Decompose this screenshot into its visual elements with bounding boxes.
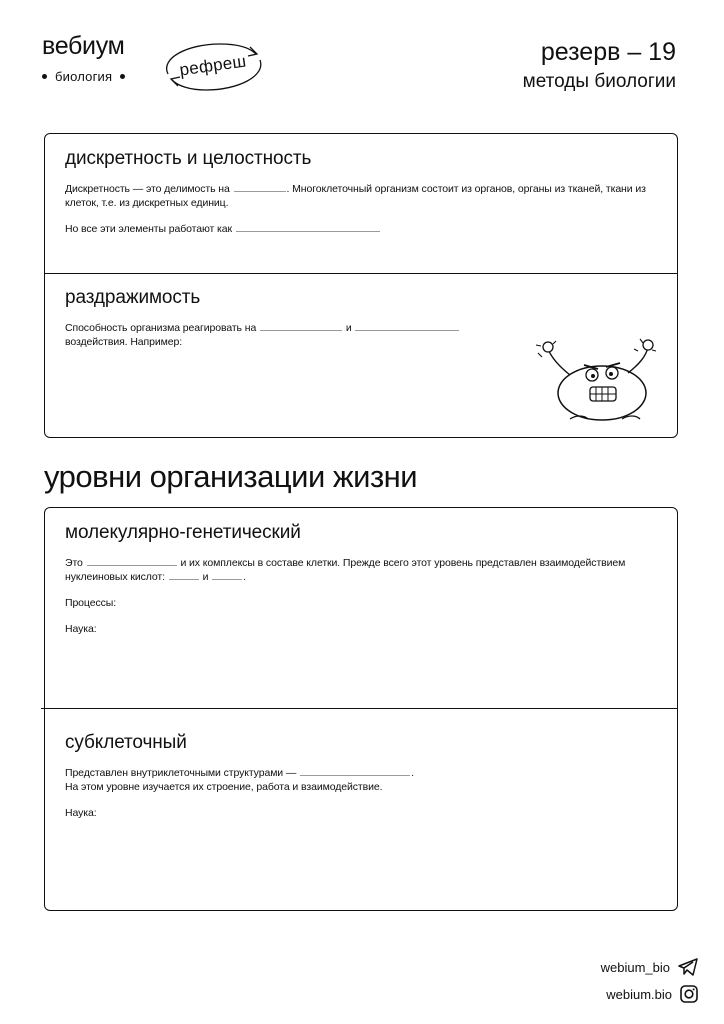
section-divider	[41, 708, 677, 709]
fill-blank[interactable]	[87, 556, 177, 566]
text-fragment: На этом уровне изучается их строение, работа и взаимодействие.	[65, 781, 383, 793]
text-fragment: и	[345, 322, 352, 334]
badge-label: рефреш	[178, 51, 248, 80]
section-molecular	[65, 522, 657, 636]
telegram-icon	[678, 958, 698, 976]
section-title: дискретность и целостность	[65, 148, 312, 169]
telegram-handle[interactable]: webium_bio	[600, 959, 670, 975]
main-heading: уровни организации жизни	[44, 459, 418, 494]
subject-line	[42, 69, 125, 84]
section-text	[65, 766, 657, 794]
instagram-icon	[680, 985, 698, 1003]
fill-blank[interactable]	[355, 321, 459, 331]
fill-blank[interactable]	[169, 570, 199, 580]
brand-name: вебиум	[42, 32, 125, 60]
footer-instagram[interactable]	[606, 985, 698, 1003]
processes-label: Процессы:	[65, 597, 117, 609]
text-fragment: Но все эти элементы работают как	[65, 223, 233, 235]
text-fragment: .	[243, 571, 246, 583]
text-fragment: воздействия. Например:	[65, 336, 183, 348]
section-text	[65, 182, 657, 210]
text-fragment: .	[411, 767, 414, 779]
fill-blank[interactable]	[234, 182, 286, 192]
text-fragment: Способность организма реагировать на	[65, 322, 257, 334]
fill-blank[interactable]	[236, 222, 380, 232]
science-label: Наука:	[65, 807, 97, 819]
section-text	[65, 222, 657, 236]
text-fragment: Представлен внутриклеточными структурами —	[65, 767, 297, 779]
text-fragment: Дискретность — это делимость на	[65, 183, 230, 195]
worksheet-card-levels	[44, 507, 678, 911]
text-fragment: Это	[65, 557, 83, 569]
footer-telegram[interactable]	[601, 958, 698, 976]
page-subtitle: методы биологии	[522, 71, 676, 92]
irritated-mascot-illustration	[530, 335, 660, 425]
page-title: резерв – 19	[540, 38, 676, 66]
bullet-dot	[120, 74, 125, 79]
section-subcellular	[65, 732, 657, 820]
text-fragment: и их комплексы в составе клетки. Прежде всего этот уровень представлен взаимодействием нуклеиновых кислот:	[65, 557, 626, 583]
section-title: субклеточный	[65, 732, 187, 753]
fill-blank[interactable]	[300, 766, 410, 776]
bullet-dot	[42, 74, 47, 79]
text-fragment: и	[202, 571, 209, 583]
refresh-badge	[158, 36, 268, 96]
fill-blank[interactable]	[212, 570, 242, 580]
subject-label: биология	[55, 69, 113, 84]
section-title: молекулярно-генетический	[65, 522, 301, 543]
section-title: раздражимость	[65, 287, 201, 308]
brand-block	[42, 34, 125, 84]
section-divider	[45, 273, 677, 274]
fill-blank[interactable]	[260, 321, 342, 331]
section-discreteness	[65, 148, 657, 236]
science-label: Наука:	[65, 623, 97, 635]
site-handle[interactable]: webium.bio	[606, 986, 672, 1002]
header-right	[523, 40, 676, 93]
text-fragment: . Многоклеточный организм состоит из органов, органы из тканей, ткани из клеток, т.е. из дискретных единиц.	[65, 183, 646, 209]
section-text	[65, 556, 657, 584]
